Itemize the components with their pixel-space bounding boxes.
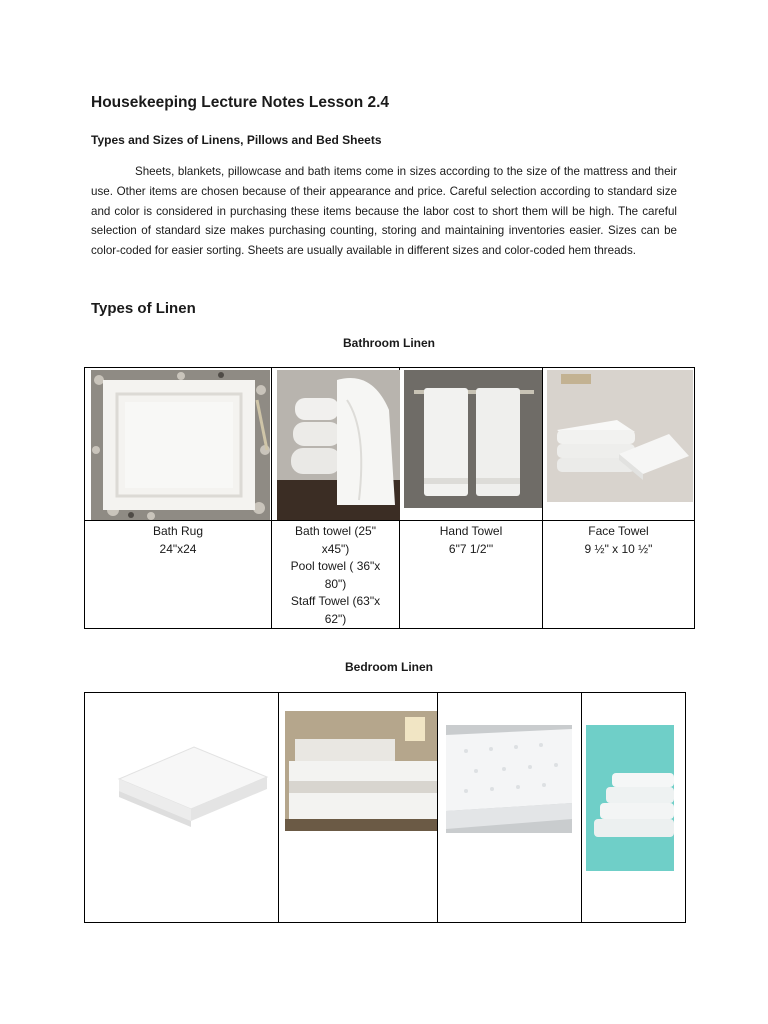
bath-towel-photo — [277, 370, 400, 520]
bath-rug-caption — [85, 521, 272, 629]
hand-towel-caption — [400, 521, 543, 629]
bedroom-image-row — [85, 693, 686, 923]
bed-image-cell — [279, 693, 438, 923]
bathroom-linen-table — [84, 367, 695, 629]
bathroom-image-row — [85, 368, 695, 521]
bath-towel-line: x45") — [321, 541, 350, 556]
made-bed-photo — [285, 711, 437, 831]
section-heading: Types of Linen — [91, 300, 196, 317]
face-towel-photo — [547, 370, 693, 502]
bath-rug-size: 24"x24 — [159, 541, 197, 556]
mattress-topper-photo — [446, 725, 572, 833]
intro-paragraph-text: Sheets, blankets, pillowcase and bath items come in sizes according to the size of the mattress and their use. Other items are chosen because of their appearance and price. Careful selection according to standard size and color is considered in purchasing these items because the labor cost to short them will be high. The careful selection of standard size makes purchasing counting, storing and maintaining inventories easier. Sizes can be color-coded for easier sorting. Sheets are usually available in different sizes and color-coded hem threads. — [91, 165, 677, 258]
bath-towel-caption — [272, 521, 400, 629]
pool-towel-line: Pool towel ( 36"x — [290, 559, 381, 573]
topper-image-cell — [438, 693, 582, 923]
duvet-image-cell — [85, 693, 279, 923]
bath-towel-image-cell — [272, 368, 400, 521]
bedroom-linen-table — [84, 692, 686, 923]
document-title: Housekeeping Lecture Notes Lesson 2.4 — [91, 94, 390, 111]
bath-rug-photo — [91, 370, 270, 520]
folded-sheets-photo — [586, 725, 674, 871]
face-towel-name: Face Towel — [588, 524, 649, 538]
hand-towel-size: 6"7 1/2'" — [448, 541, 494, 556]
pool-towel-line: 80") — [324, 576, 347, 591]
bedroom-linen-caption: Bedroom Linen — [344, 660, 433, 674]
folded-duvet-photo — [99, 729, 269, 829]
face-towel-caption — [543, 521, 695, 629]
sheets-image-cell — [582, 693, 686, 923]
hand-towel-name: Hand Towel — [439, 524, 503, 538]
face-towel-image-cell — [543, 368, 695, 521]
face-towel-size: 9 ½" x 10 ½" — [584, 541, 653, 556]
staff-towel-line: Staff Towel (63"x — [290, 594, 381, 608]
bathroom-linen-caption: Bathroom Linen — [343, 336, 435, 350]
bath-rug-name: Bath Rug — [152, 524, 204, 538]
staff-towel-line: 62") — [324, 611, 347, 626]
document-subtitle: Types and Sizes of Linens, Pillows and Bed Sheets — [91, 133, 382, 147]
bathroom-caption-row — [85, 521, 695, 629]
hand-towel-image-cell — [400, 368, 543, 521]
bath-rug-image-cell — [85, 368, 272, 521]
hand-towel-photo — [404, 370, 542, 508]
bath-towel-line: Bath towel (25" — [295, 524, 376, 538]
intro-paragraph — [91, 162, 677, 261]
